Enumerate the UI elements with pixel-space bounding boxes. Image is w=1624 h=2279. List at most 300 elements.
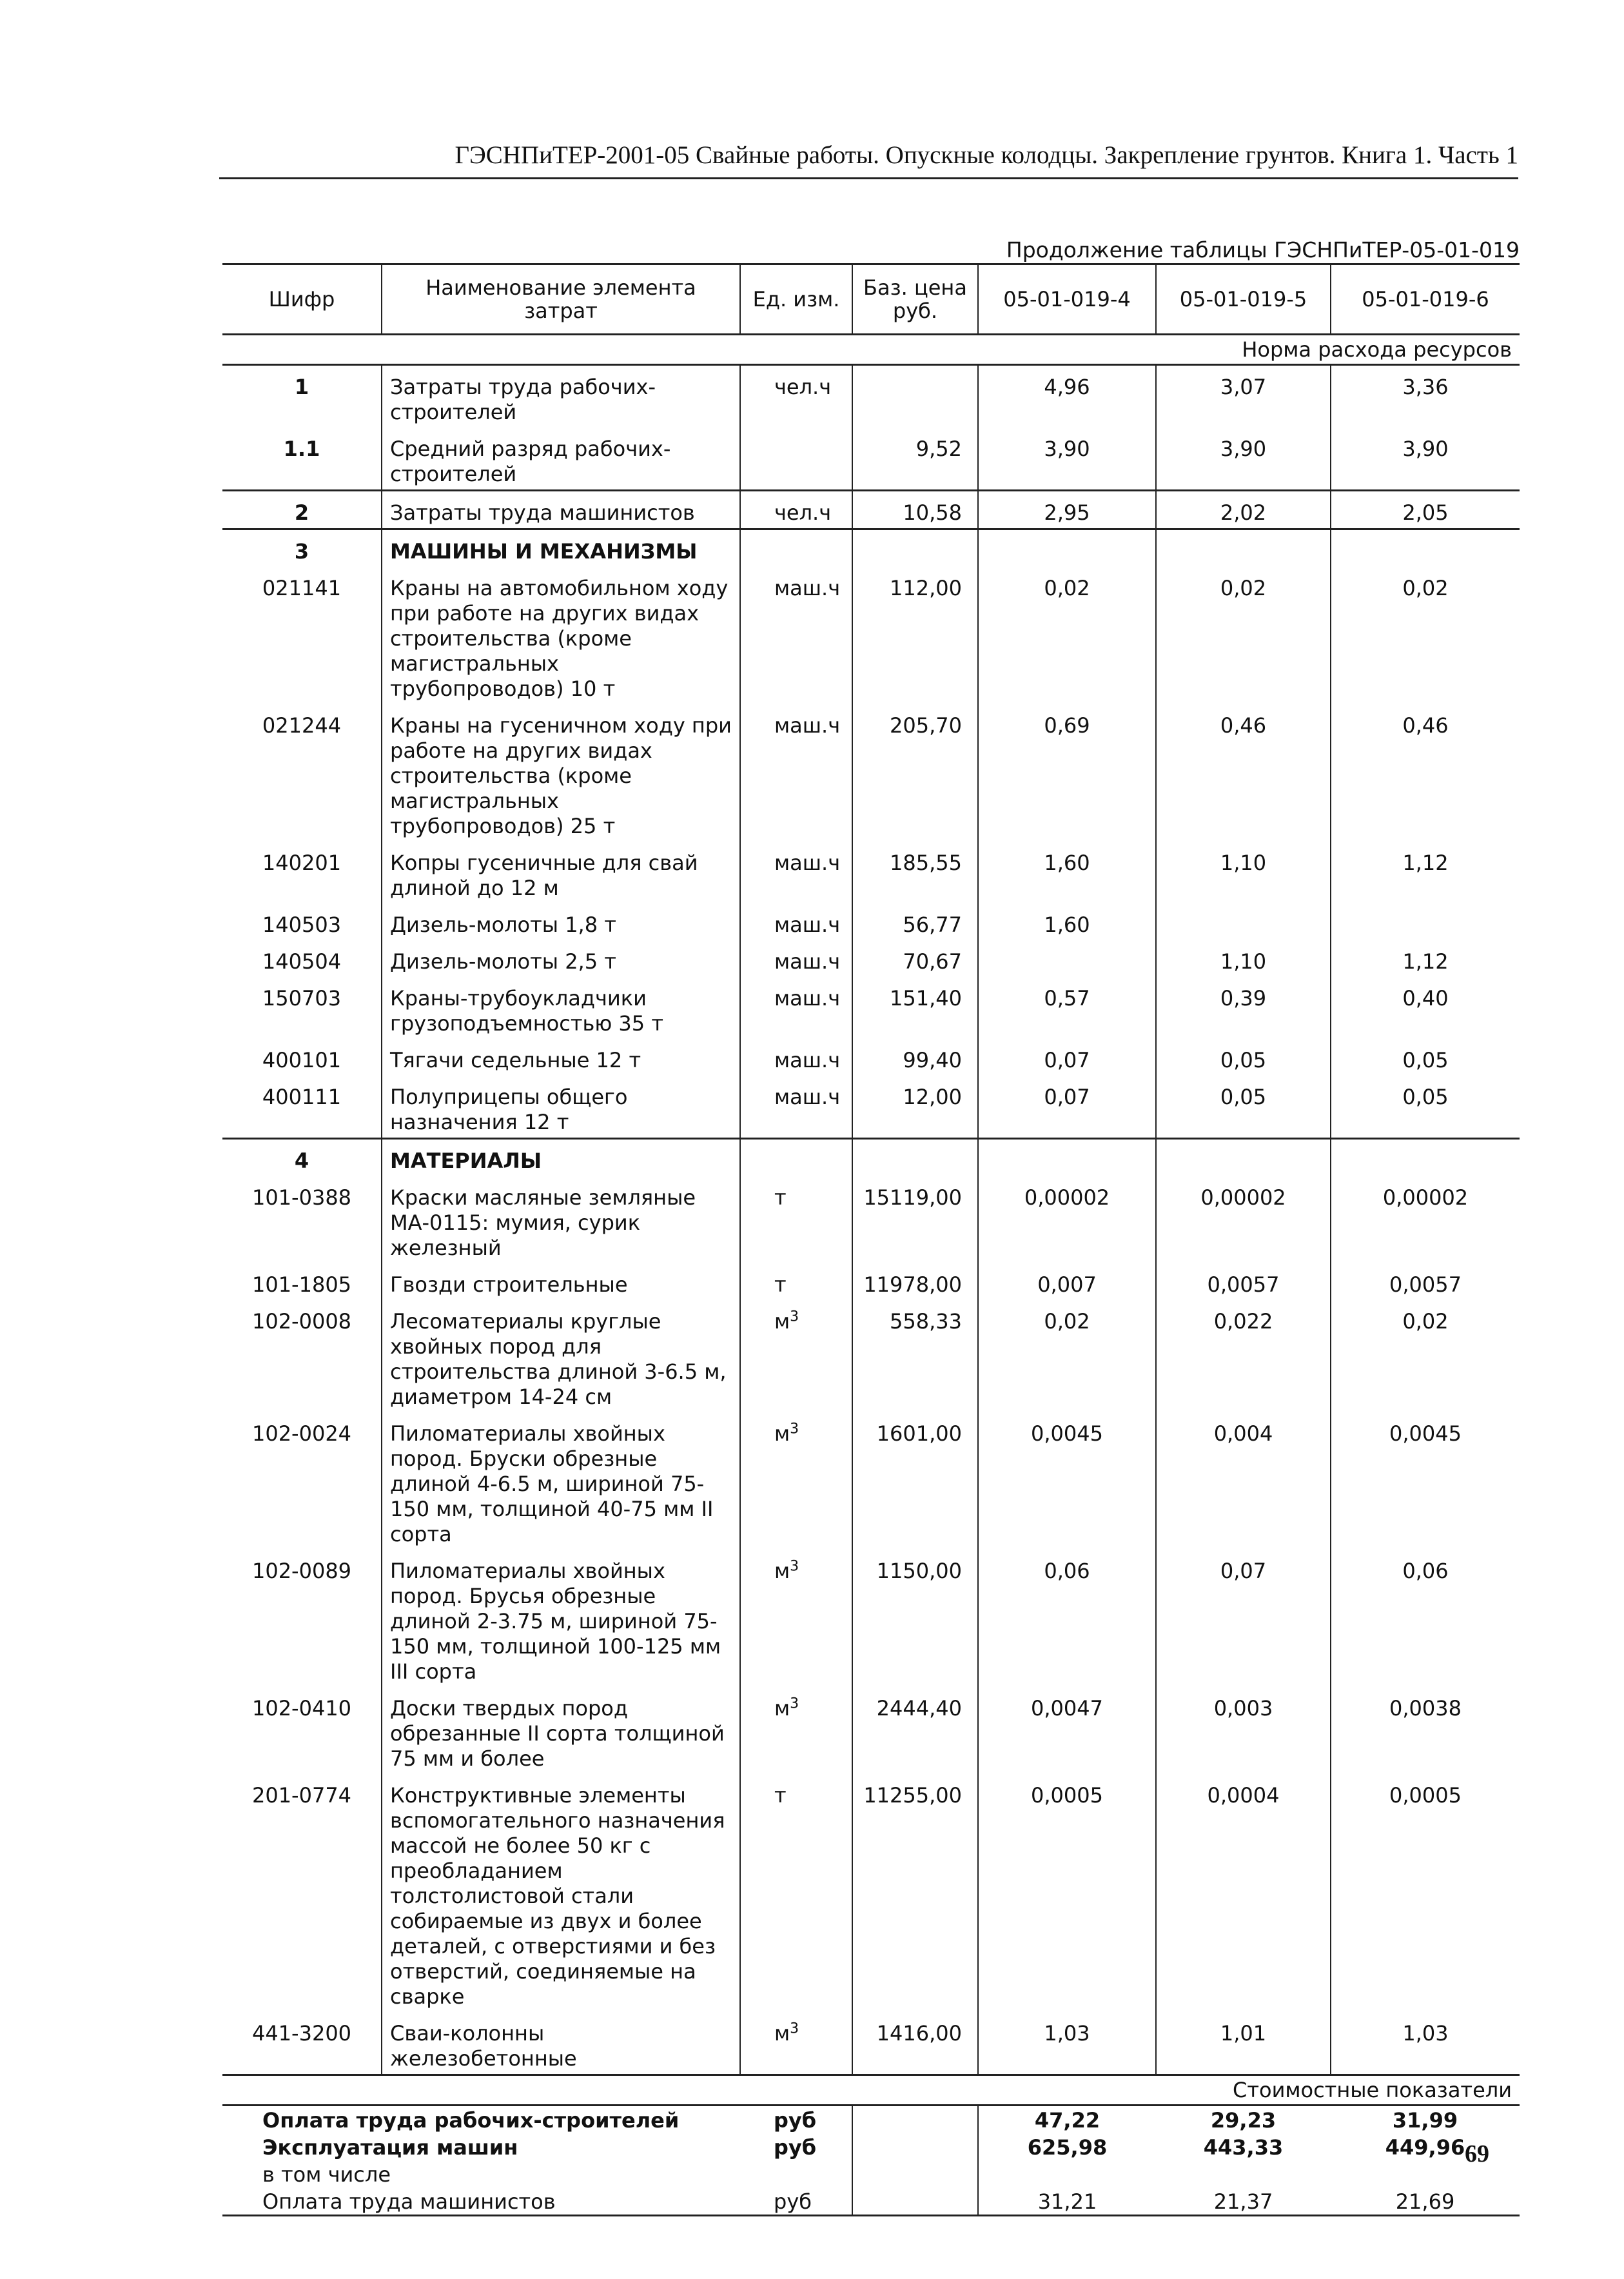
row-code-text: 4 <box>294 1149 309 1173</box>
totals-row <box>222 2160 1520 2187</box>
row-code-text: 102-0410 <box>251 1696 352 1721</box>
total-unit <box>740 2160 852 2187</box>
row-price-text: 10,58 <box>903 500 962 525</box>
table-row <box>222 529 1520 567</box>
row-code-text: 441-3200 <box>251 2021 352 2046</box>
row-unit <box>740 1687 852 1774</box>
row-value-019-6-text: 0,02 <box>1402 576 1449 600</box>
row-price-text: 11255,00 <box>863 1783 962 1808</box>
row-code <box>222 704 382 842</box>
row-name-text: Гвозди строительные <box>390 1272 628 1297</box>
row-name <box>382 428 740 491</box>
table-row <box>222 365 1520 428</box>
row-value-019-6-text: 0,00002 <box>1382 1185 1469 1210</box>
row-value-019-5 <box>1156 1687 1331 1774</box>
row-name-text: Средний разряд рабочих-строителей <box>390 437 671 486</box>
row-price <box>852 1076 978 1139</box>
row-price-text: 1601,00 <box>876 1421 962 1446</box>
row-value-019-4 <box>978 1139 1156 1177</box>
total-label: Эксплуатация машин <box>262 2135 518 2160</box>
row-name <box>382 1263 740 1300</box>
total-price-empty <box>852 2187 978 2216</box>
row-value-019-4-text: 0,0045 <box>1031 1421 1103 1446</box>
row-unit-text: т <box>774 1783 787 1808</box>
totals-row <box>222 2187 1520 2216</box>
row-code <box>222 529 382 567</box>
row-unit <box>740 567 852 704</box>
row-price <box>852 1550 978 1687</box>
page-number: 69 <box>1465 2140 1489 2167</box>
row-price-text: 99,40 <box>903 1048 962 1072</box>
row-value-019-6-text: 1,03 <box>1402 2021 1449 2046</box>
row-price <box>852 903 978 940</box>
column-header-019-5: 05-01-019-5 <box>1156 264 1331 335</box>
table-row <box>222 1774 1520 2012</box>
row-value-019-5-text: 0,39 <box>1220 986 1267 1011</box>
row-price <box>852 2012 978 2075</box>
row-value-019-4 <box>978 529 1156 567</box>
row-unit-text: м <box>774 2021 790 2046</box>
table-row <box>222 1176 1520 1263</box>
row-name <box>382 365 740 428</box>
row-unit <box>740 1263 852 1300</box>
row-code <box>222 1412 382 1550</box>
table-row <box>222 704 1520 842</box>
row-code <box>222 1300 382 1412</box>
row-value-019-6 <box>1331 1774 1520 2012</box>
row-code <box>222 1263 382 1300</box>
row-value-019-6-text: 3,90 <box>1402 437 1449 461</box>
row-unit <box>740 1176 852 1263</box>
row-value-019-5-text: 0,05 <box>1220 1085 1267 1109</box>
row-code-text: 021141 <box>262 576 342 600</box>
row-code-text: 102-0024 <box>251 1421 352 1446</box>
row-price <box>852 940 978 977</box>
row-unit-text: м <box>774 1309 790 1334</box>
total-value-019-6: 449,96 <box>1385 2135 1465 2160</box>
total-value-019-6 <box>1331 2160 1520 2187</box>
table-row <box>222 977 1520 1039</box>
row-value-019-5-text: 0,00002 <box>1200 1185 1286 1210</box>
table-continuation-caption: Продолжение таблицы ГЭСНПиТЕР-05-01-019 <box>1006 237 1520 262</box>
cost-band-label: Стоимостные показатели <box>222 2075 1520 2106</box>
row-value-019-4-text: 1,60 <box>1044 913 1090 937</box>
row-unit-text: маш.ч <box>774 576 841 600</box>
row-value-019-4-text: 0,0047 <box>1031 1696 1103 1721</box>
unit-superscript: 3 <box>790 2020 799 2037</box>
row-name <box>382 1076 740 1139</box>
row-value-019-4-text: 0,02 <box>1044 576 1090 600</box>
row-price <box>852 1263 978 1300</box>
row-name-text: Дизель-молоты 2,5 т <box>390 949 616 974</box>
row-price-text: 1416,00 <box>876 2021 962 2046</box>
row-value-019-4 <box>978 1300 1156 1412</box>
row-price <box>852 1687 978 1774</box>
row-value-019-5-text: 0,003 <box>1213 1696 1273 1721</box>
row-code-text: 140504 <box>262 949 342 974</box>
row-unit <box>740 977 852 1039</box>
row-value-019-6-text: 0,0005 <box>1389 1783 1462 1808</box>
table-row <box>222 1687 1520 1774</box>
row-value-019-6-text: 0,40 <box>1402 986 1449 1011</box>
row-price-text: 12,00 <box>903 1085 962 1109</box>
row-value-019-4 <box>978 1412 1156 1550</box>
row-price <box>852 977 978 1039</box>
total-unit: руб <box>740 2106 852 2134</box>
row-price <box>852 842 978 903</box>
row-name <box>382 842 740 903</box>
row-unit-text: маш.ч <box>774 949 841 974</box>
row-code <box>222 977 382 1039</box>
row-name <box>382 1687 740 1774</box>
row-code-text: 400111 <box>262 1085 342 1109</box>
row-value-019-5 <box>1156 365 1331 428</box>
row-unit-text: маш.ч <box>774 986 841 1011</box>
row-value-019-6-text: 0,46 <box>1402 713 1449 738</box>
row-value-019-5 <box>1156 704 1331 842</box>
row-price <box>852 567 978 704</box>
table-row <box>222 1076 1520 1139</box>
row-value-019-5-text: 0,05 <box>1220 1048 1267 1072</box>
row-name <box>382 903 740 940</box>
row-value-019-6 <box>1331 903 1520 940</box>
row-code-text: 3 <box>294 539 309 564</box>
row-value-019-6-text: 0,02 <box>1402 1309 1449 1334</box>
row-value-019-4 <box>978 1039 1156 1076</box>
row-unit <box>740 428 852 491</box>
row-value-019-6-text: 0,06 <box>1402 1559 1449 1583</box>
row-value-019-5 <box>1156 903 1331 940</box>
totals-row <box>222 2133 1520 2160</box>
row-name-text: Сваи-колонны железобетонные <box>390 2021 577 2071</box>
row-value-019-6 <box>1331 940 1520 977</box>
row-value-019-4-text: 0,07 <box>1044 1048 1090 1072</box>
row-value-019-6 <box>1331 491 1520 529</box>
row-unit <box>740 1300 852 1412</box>
row-value-019-4 <box>978 491 1156 529</box>
row-value-019-6 <box>1331 365 1520 428</box>
row-value-019-6 <box>1331 842 1520 903</box>
table-row <box>222 1263 1520 1300</box>
row-value-019-5 <box>1156 1139 1331 1177</box>
row-price-text: 70,67 <box>903 949 962 974</box>
row-value-019-4-text: 0,02 <box>1044 1309 1090 1334</box>
row-value-019-4-text: 0,07 <box>1044 1085 1090 1109</box>
row-price <box>852 491 978 529</box>
row-name-text: Копры гусеничные для свай длиной до 12 м <box>390 851 698 900</box>
column-header-name: Наименование элемента затрат <box>382 264 740 335</box>
row-price-text: 558,33 <box>890 1309 962 1334</box>
unit-superscript: 3 <box>790 1558 799 1575</box>
total-value-019-4: 31,21 <box>978 2187 1156 2216</box>
row-code-text: 102-0008 <box>251 1309 352 1334</box>
row-value-019-6 <box>1331 1550 1520 1687</box>
row-name-text: Дизель-молоты 1,8 т <box>390 913 616 937</box>
row-name <box>382 2012 740 2075</box>
row-price <box>852 428 978 491</box>
row-value-019-4 <box>978 704 1156 842</box>
row-code-text: 400101 <box>262 1048 342 1072</box>
row-value-019-4 <box>978 1687 1156 1774</box>
row-value-019-6 <box>1331 2012 1520 2075</box>
row-code <box>222 842 382 903</box>
row-value-019-6 <box>1331 1139 1520 1177</box>
total-value-019-6: 31,99 <box>1331 2106 1520 2134</box>
row-price-text: 56,77 <box>903 913 962 937</box>
row-code-text: 021244 <box>262 713 342 738</box>
row-unit-text: маш.ч <box>774 1048 841 1072</box>
row-value-019-5-text: 0,46 <box>1220 713 1267 738</box>
row-value-019-5 <box>1156 1263 1331 1300</box>
table-row <box>222 428 1520 491</box>
row-value-019-5-text: 1,10 <box>1220 851 1267 875</box>
row-unit-text: чел.ч <box>774 500 832 525</box>
row-value-019-4 <box>978 567 1156 704</box>
row-name-text: Тягачи седельные 12 т <box>390 1048 641 1072</box>
row-code <box>222 1687 382 1774</box>
row-unit-text: т <box>774 1185 787 1210</box>
row-value-019-4-text: 0,06 <box>1044 1559 1090 1583</box>
row-value-019-6 <box>1331 1076 1520 1139</box>
row-value-019-6 <box>1331 529 1520 567</box>
table-row <box>222 491 1520 529</box>
table-row <box>222 1412 1520 1550</box>
row-unit <box>740 1412 852 1550</box>
row-value-019-5-text: 0,07 <box>1220 1559 1267 1583</box>
row-value-019-5 <box>1156 940 1331 977</box>
row-value-019-4-text: 3,90 <box>1044 437 1090 461</box>
row-value-019-4-text: 4,96 <box>1044 375 1090 399</box>
column-header-unit: Ед. изм. <box>740 264 852 335</box>
row-price-text: 15119,00 <box>863 1185 962 1210</box>
row-code <box>222 1774 382 2012</box>
row-unit-text: чел.ч <box>774 375 832 399</box>
row-value-019-6-text: 0,0038 <box>1389 1696 1462 1721</box>
resource-norms-table <box>222 263 1520 2216</box>
row-unit-text: м <box>774 1696 790 1721</box>
row-value-019-6 <box>1331 428 1520 491</box>
row-value-019-4 <box>978 428 1156 491</box>
row-value-019-5 <box>1156 1550 1331 1687</box>
row-price-text: 2444,40 <box>876 1696 962 1721</box>
row-price <box>852 1039 978 1076</box>
row-name <box>382 940 740 977</box>
row-unit <box>740 1139 852 1177</box>
table-row <box>222 1550 1520 1687</box>
row-value-019-5 <box>1156 2012 1331 2075</box>
row-name-text: Краны-трубоукладчики грузоподъемностью 35 т <box>390 986 663 1036</box>
row-value-019-4-text: 0,0005 <box>1031 1783 1103 1808</box>
row-value-019-6 <box>1331 1263 1520 1300</box>
row-price-text: 205,70 <box>890 713 962 738</box>
row-value-019-5 <box>1156 1412 1331 1550</box>
row-unit <box>740 903 852 940</box>
unit-superscript: 3 <box>790 1308 799 1325</box>
row-code-text: 1.1 <box>283 437 320 461</box>
row-value-019-6-text: 0,05 <box>1402 1085 1449 1109</box>
document-header: ГЭСНПиТЕР-2001-05 Свайные работы. Опускные колодцы. Закрепление грунтов. Книга 1. Часть 1 <box>219 141 1518 179</box>
row-name-text: Лесоматериалы круглые хвойных пород для строительства длиной 3-6.5 м, диаметром 14-24 см <box>390 1309 727 1409</box>
row-value-019-4 <box>978 1774 1156 2012</box>
row-code-text: 201-0774 <box>251 1783 352 1808</box>
row-value-019-5-text: 3,90 <box>1220 437 1267 461</box>
total-unit: руб <box>774 2135 817 2160</box>
cost-band-row <box>222 2075 1520 2106</box>
row-unit <box>740 1039 852 1076</box>
row-unit-text: маш.ч <box>774 1085 841 1109</box>
row-value-019-4-text: 0,00002 <box>1024 1185 1110 1210</box>
row-name <box>382 704 740 842</box>
total-label: Оплата труда рабочих-строителей <box>222 2106 740 2134</box>
row-code <box>222 365 382 428</box>
row-value-019-5-text: 1,01 <box>1220 2021 1267 2046</box>
row-value-019-6 <box>1331 1300 1520 1412</box>
row-value-019-5-text: 3,07 <box>1220 375 1267 399</box>
row-code <box>222 428 382 491</box>
row-code-text: 140503 <box>262 913 342 937</box>
row-price-text: 112,00 <box>890 576 962 600</box>
row-value-019-6 <box>1331 567 1520 704</box>
row-code <box>222 1039 382 1076</box>
row-price-text: 1150,00 <box>876 1559 962 1583</box>
row-price <box>852 704 978 842</box>
row-price <box>852 1139 978 1177</box>
row-name <box>382 1774 740 2012</box>
row-value-019-4 <box>978 1076 1156 1139</box>
row-value-019-5 <box>1156 567 1331 704</box>
row-value-019-6 <box>1331 1039 1520 1076</box>
row-name-text: Доски твердых пород обрезанные II сорта толщиной 75 мм и более <box>390 1696 725 1771</box>
row-value-019-5 <box>1156 1076 1331 1139</box>
row-value-019-6-text: 3,36 <box>1402 375 1449 399</box>
table-row <box>222 842 1520 903</box>
row-unit <box>740 1076 852 1139</box>
row-value-019-6 <box>1331 1412 1520 1550</box>
table-row <box>222 1300 1520 1412</box>
row-value-019-5 <box>1156 1176 1331 1263</box>
row-value-019-4 <box>978 1263 1156 1300</box>
row-code <box>222 903 382 940</box>
row-unit-text: т <box>774 1272 787 1297</box>
row-value-019-5-text: 0,0057 <box>1207 1272 1280 1297</box>
column-header-price: Баз. цена руб. <box>852 264 978 335</box>
row-value-019-4-text: 1,03 <box>1044 2021 1090 2046</box>
row-unit <box>740 2012 852 2075</box>
row-value-019-4 <box>978 903 1156 940</box>
row-price <box>852 1412 978 1550</box>
total-value-019-4: 47,22 <box>978 2106 1156 2134</box>
row-name <box>382 1139 740 1177</box>
row-name <box>382 567 740 704</box>
row-value-019-4 <box>978 365 1156 428</box>
row-value-019-4-text: 0,57 <box>1044 986 1090 1011</box>
row-value-019-5-text: 1,10 <box>1220 949 1267 974</box>
total-value-019-6: 21,69 <box>1331 2187 1520 2216</box>
row-code <box>222 2012 382 2075</box>
row-name <box>382 1039 740 1076</box>
column-header-019-4: 05-01-019-4 <box>978 264 1156 335</box>
row-name-text: Краски масляные земляные МА-0115: мумия, сурик железный <box>390 1185 696 1260</box>
row-code-text: 101-0388 <box>251 1185 352 1210</box>
row-price-text: 11978,00 <box>863 1272 962 1297</box>
row-name-text: МАШИНЫ И МЕХАНИЗМЫ <box>390 539 698 564</box>
row-value-019-5-text: 0,022 <box>1213 1309 1273 1334</box>
row-code <box>222 1076 382 1139</box>
row-name-text: Затраты труда машинистов <box>390 500 695 525</box>
row-value-019-6 <box>1331 977 1520 1039</box>
row-code <box>222 1550 382 1687</box>
row-value-019-5 <box>1156 1774 1331 2012</box>
total-value-019-5: 443,33 <box>1203 2135 1284 2160</box>
row-name-text: Полуприцепы общего назначения 12 т <box>390 1085 628 1134</box>
row-name-text: Краны на автомобильном ходу при работе на других видах строительства (кроме магистральных трубопроводов) 10 т <box>390 576 729 701</box>
total-value-019-4: 625,98 <box>978 2133 1156 2160</box>
total-label: Оплата труда машинистов <box>222 2187 740 2216</box>
table-header-row <box>222 264 1520 335</box>
row-value-019-4-text: 0,69 <box>1044 713 1090 738</box>
row-price <box>852 1176 978 1263</box>
table-row <box>222 567 1520 704</box>
row-unit-text: маш.ч <box>774 713 841 738</box>
row-price <box>852 1774 978 2012</box>
row-name-text: МАТЕРИАЛЫ <box>390 1149 542 1173</box>
row-unit-text: маш.ч <box>774 851 841 875</box>
row-value-019-4-text: 1,60 <box>1044 851 1090 875</box>
row-value-019-5 <box>1156 1300 1331 1412</box>
row-unit <box>740 365 852 428</box>
row-price-text: 151,40 <box>890 986 962 1011</box>
row-value-019-4 <box>978 842 1156 903</box>
row-price <box>852 365 978 428</box>
row-value-019-6-text: 1,12 <box>1402 949 1449 974</box>
row-value-019-5 <box>1156 428 1331 491</box>
row-name-text: Затраты труда рабочих-строителей <box>390 375 656 424</box>
row-name <box>382 1412 740 1550</box>
row-name <box>382 1176 740 1263</box>
row-unit <box>740 491 852 529</box>
row-value-019-5 <box>1156 977 1331 1039</box>
norm-band-row <box>222 335 1520 365</box>
row-value-019-6 <box>1331 704 1520 842</box>
row-name <box>382 1550 740 1687</box>
row-code <box>222 567 382 704</box>
row-unit-text: м <box>774 1421 790 1446</box>
row-value-019-5 <box>1156 529 1331 567</box>
row-unit <box>740 529 852 567</box>
row-value-019-4 <box>978 977 1156 1039</box>
table-row <box>222 1039 1520 1076</box>
row-code-text: 2 <box>294 500 309 525</box>
row-unit <box>740 704 852 842</box>
table-row <box>222 1139 1520 1177</box>
row-value-019-4 <box>978 1176 1156 1263</box>
row-value-019-5-text: 2,02 <box>1220 500 1267 525</box>
row-name-text: Пиломатериалы хвойных пород. Бруски обрезные длиной 4-6.5 м, шириной 75-150 мм, толщиной 40-75 мм II сорта <box>390 1421 714 1546</box>
total-value-019-4 <box>978 2160 1156 2187</box>
row-name-text: Пиломатериалы хвойных пород. Брусья обрезные длиной 2-3.75 м, шириной 75-150 мм, толщиной 100-125 мм III сорта <box>390 1559 721 1684</box>
row-value-019-5 <box>1156 842 1331 903</box>
row-value-019-6 <box>1331 1176 1520 1263</box>
row-name-text: Конструктивные элементы вспомогательного назначения массой не более 50 кг с преобладанием толстолистовой стали собираемые из двух и более деталей, с отверстиями и без отверстий, соединяемые на сварке <box>390 1783 725 2009</box>
row-value-019-4-text: 2,95 <box>1044 500 1090 525</box>
row-code <box>222 940 382 977</box>
column-header-019-6: 05-01-019-6 <box>1331 264 1520 335</box>
row-name <box>382 1300 740 1412</box>
row-code-text: 102-0089 <box>251 1559 352 1583</box>
row-price-text: 185,55 <box>890 851 962 875</box>
total-value-019-5: 29,23 <box>1156 2106 1331 2134</box>
row-unit-text: маш.ч <box>774 913 841 937</box>
